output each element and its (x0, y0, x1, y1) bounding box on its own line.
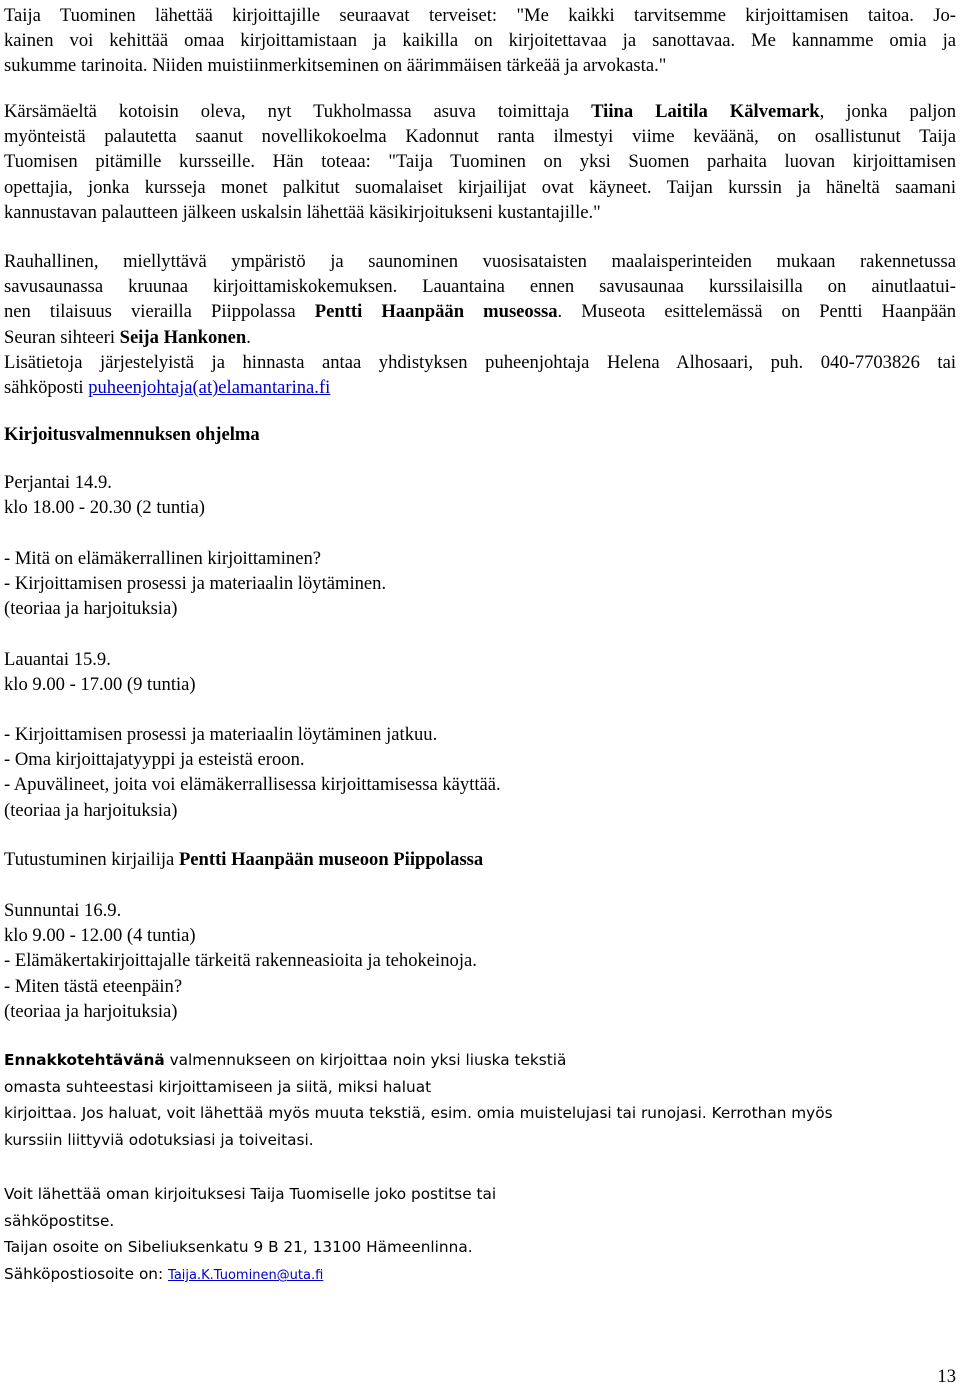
tuominen-email-link[interactable]: Taija.K.Tuominen@uta.fi (168, 1268, 324, 1284)
day3-block (4, 898, 956, 1024)
quote-line-3: Tuomisen pitämille kursseille. Hän toteaa: "Taija Tuominen on yksi Suomen parhaita luovan kirjoittamisen (4, 151, 956, 173)
intro-line-2: kainen voi kehittää omaa kirjoittamistaan ja kaikilla on kirjoitettavaa ja sanottavaa. Me kannamme omia ja (4, 30, 956, 52)
list-item: - Elämäkertakirjoittajalle tärkeitä rakenneasioita ja tehokeinoja. (4, 950, 477, 972)
day2-date: Lauantai 15.9. (4, 649, 111, 670)
list-item: (teoriaa ja harjoituksia) (4, 1000, 178, 1022)
page-number: 13 (937, 1366, 956, 1387)
venue-line-3: nen tilaisuus vierailla Piippolassa Pentti Haanpään museossa. Museota esittelemässä on Pentti Haanpään (4, 301, 957, 323)
day2-items (4, 722, 956, 823)
contact-line-3: Taijan osoite on Sibeliuksenkatu 9 B 21, 13100 Hämeenlinna. (4, 1238, 473, 1257)
day2-time: klo 9.00 - 17.00 (9 tuntia) (4, 674, 196, 696)
intro-paragraph (4, 3, 956, 79)
contact-line-1: Voit lähettää oman kirjoituksesi Taija Tuomiselle joko postitse tai (4, 1185, 497, 1203)
museum-visit-heading: Tutustuminen kirjailija Pentti Haanpään museoon Piippolassa (4, 849, 484, 870)
list-item: - Apuvälineet, joita voi elämäkerrallisessa kirjoittamisessa käyttää. (4, 774, 501, 796)
advance-line-4: kurssiin liittyviä odotuksiasi ja toiveitasi. (4, 1131, 314, 1150)
author-name: Tiina Laitila Kälvemark (591, 101, 820, 122)
list-item: (teoriaa ja harjoituksia) (4, 799, 178, 821)
quote-line-5: kannustavan palautteen jälkeen uskalsin lähettää käsikirjoitukseni kustantajille." (4, 201, 601, 223)
day1-date: Perjantai 14.9. (4, 472, 112, 493)
quote-paragraph (4, 99, 956, 225)
day3-date: Sunnuntai 16.9. (4, 900, 122, 921)
list-item: - Kirjoittamisen prosessi ja materiaalin löytäminen jatkuu. (4, 724, 438, 745)
advance-assignment (4, 1047, 956, 1154)
list-item: (teoriaa ja harjoituksia) (4, 598, 178, 620)
chair-email-link[interactable]: puheenjohtaja(at)elamantarina.fi (88, 377, 331, 399)
quote-line-1: Kärsämäeltä kotoisin oleva, nyt Tukholmassa asuva toimittaja Tiina Laitila Kälvemark, jonka paljon (4, 101, 957, 122)
program-heading: Kirjoitusvalmennuksen ohjelma (4, 424, 260, 445)
quote-line-4: opettajia, jonka kursseja monet palkitut suomalaiset kirjailijat ovat käyneet. Taijan kurssin ja häneltä saamani (4, 176, 956, 198)
venue-line-6: sähköposti puheenjohtaja(at)elamantarina.fi (4, 377, 331, 399)
day3-time: klo 9.00 - 12.00 (4 tuntia) (4, 925, 196, 947)
venue-line-5: Lisätietoja järjestelyistä ja hinnasta antaa yhdistyksen puheenjohtaja Helena Alhosaari, puh. 040-7703826 tai (4, 351, 956, 373)
intro-line-1: Taija Tuominen lähettää kirjoittajille seuraavat terveiset: "Me kaikki tarvitsemme kirjoittamisen taitoa. Jo- (4, 5, 956, 26)
advance-line-1: Ennakkotehtävänä valmennukseen on kirjoittaa noin yksi liuska tekstiä (4, 1051, 567, 1069)
advance-line-2: omasta suhteestasi kirjoittamiseen ja siitä, miksi haluat (4, 1077, 432, 1096)
secretary-name: Seija Hankonen (119, 326, 247, 348)
contact-info (4, 1181, 956, 1290)
day2-block (4, 647, 956, 697)
venue-line-2: savusaunassa kruunaa kirjoittamiskokemuksen. Lauantaina ennen savusaunaa kurssilaisilla on ainutlaatui- (4, 276, 956, 298)
quote-line-2: myönteistä palautetta saanut novellikokoelma Kadonnut ranta ilmestyi viime keväänä, on osallistunut Taija (4, 126, 956, 148)
museum-name: Pentti Haanpään museossa (314, 301, 558, 323)
day1-items (4, 546, 956, 622)
intro-line-3: sukumme tarinoita. Niiden muistiinmerkitseminen on äärimmäisen tärkeää ja arvokasta." (4, 55, 667, 77)
list-item: - Oma kirjoittajatyyppi ja esteistä eroon. (4, 749, 305, 771)
list-item: - Mitä on elämäkerrallinen kirjoittaminen? (4, 548, 322, 569)
day1-time: klo 18.00 - 20.30 (2 tuntia) (4, 497, 205, 519)
venue-paragraph (4, 249, 956, 400)
list-item: - Kirjoittamisen prosessi ja materiaalin löytäminen. (4, 573, 387, 595)
day1-block (4, 470, 956, 520)
contact-line-4: Sähköpostiosoite on: Taija.K.Tuominen@uta.fi (4, 1265, 324, 1284)
list-item: - Miten tästä eteenpäin? (4, 975, 183, 997)
advance-line-3: kirjoittaa. Jos haluat, voit lähettää myös muuta tekstiä, esim. omia muistelujasi tai runojasi. Kerrothan myös (4, 1104, 833, 1123)
contact-line-2: sähköpostitse. (4, 1211, 115, 1230)
venue-line-1: Rauhallinen, miellyttävä ympäristö ja saunominen vuosisataisten maalaisperinteiden mukaan rakennetussa (4, 251, 956, 272)
venue-line-4: Seuran sihteeri Seija Hankonen. (4, 326, 251, 348)
